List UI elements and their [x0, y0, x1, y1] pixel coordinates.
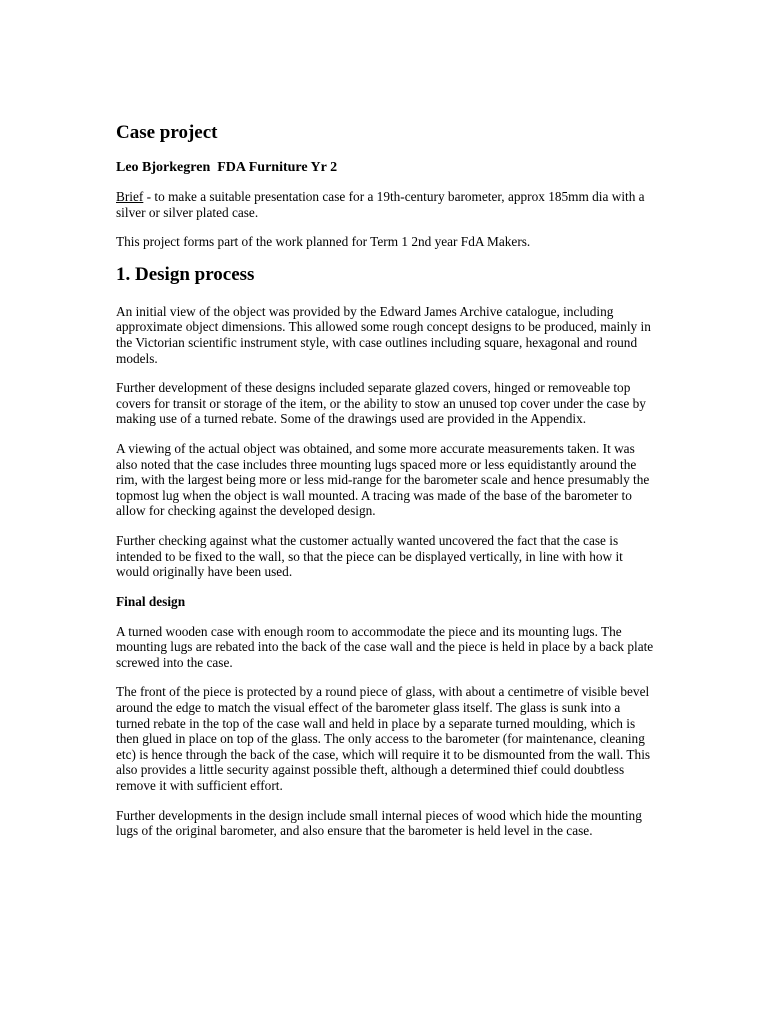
paragraph: A turned wooden case with enough room to accommodate the piece and its mounting lugs. The mounting lugs are rebated into the back of the case wall and the piece is held in place by a back plate screwed into the case. [116, 623, 654, 670]
paragraph: An initial view of the object was provided by the Edward James Archive catalogue, including approximate object dimensions. This allowed some rough concept designs to be produced, mainly in the Victorian scientific instrument style, with case outlines including square, hexagonal and round models. [116, 303, 651, 366]
paragraph: Further developments in the design include small internal pieces of wood which hide the mounting lugs of the original barometer, and also ensure that the barometer is held level in the case. [116, 807, 642, 839]
paragraph: A viewing of the actual object was obtained, and some more accurate measurements taken. It was also noted that the case includes three mounting lugs spaced more or less equidistantly around the rim, with the largest being more or less mid-range for the barometer scale and hence presumably the topmost lug when the object is wall mounted. A tracing was made of the base of the barometer to allow for checking against the developed design. [116, 440, 650, 519]
brief-label: Brief [116, 189, 144, 204]
document-title: Case project [116, 122, 218, 143]
section-heading-design-process: 1. Design process [116, 263, 255, 285]
author-line: Leo Bjorkegren FDA Furniture Yr 2 [116, 160, 338, 175]
brief-text: - to make a suitable presentation case for a 19th-century barometer, approx 185mm dia with a silver or silver plated case. [116, 189, 645, 220]
brief-paragraph [116, 189, 654, 220]
paragraph: Further checking against what the customer actually wanted uncovered the fact that the case is intended to be fixed to the wall, so that the piece can be displayed vertically, in line with how it would originally have been used. [116, 532, 623, 580]
intro-paragraph: This project forms part of the work planned for Term 1 2nd year FdA Makers. [116, 234, 531, 250]
paragraph: Further development of these designs included separate glazed covers, hinged or removeable top covers for transit or storage of the item, or the ability to stow an unused top cover under the case by making use of a turned rebate. Some of the drawings used are provided in the Appendix. [116, 380, 646, 427]
subheading-final-design: Final design [116, 593, 186, 609]
paragraph: The front of the piece is protected by a round piece of glass, with about a centimetre of visible bevel around the edge to match the visual effect of the barometer glass itself. The glass is sunk into a turned rebate in the top of the case wall and held in place by a separate turned moulding, which is then glued in place on top of the glass. The only access to the barometer (for maintenance, cleaning etc) is hence through the back of the case, which will require it to be dismounted from the wall. This also provides a little security against possible theft, although a determined thief could doubtless remove it with sufficient effort. [116, 684, 651, 794]
document-page [116, 122, 654, 853]
